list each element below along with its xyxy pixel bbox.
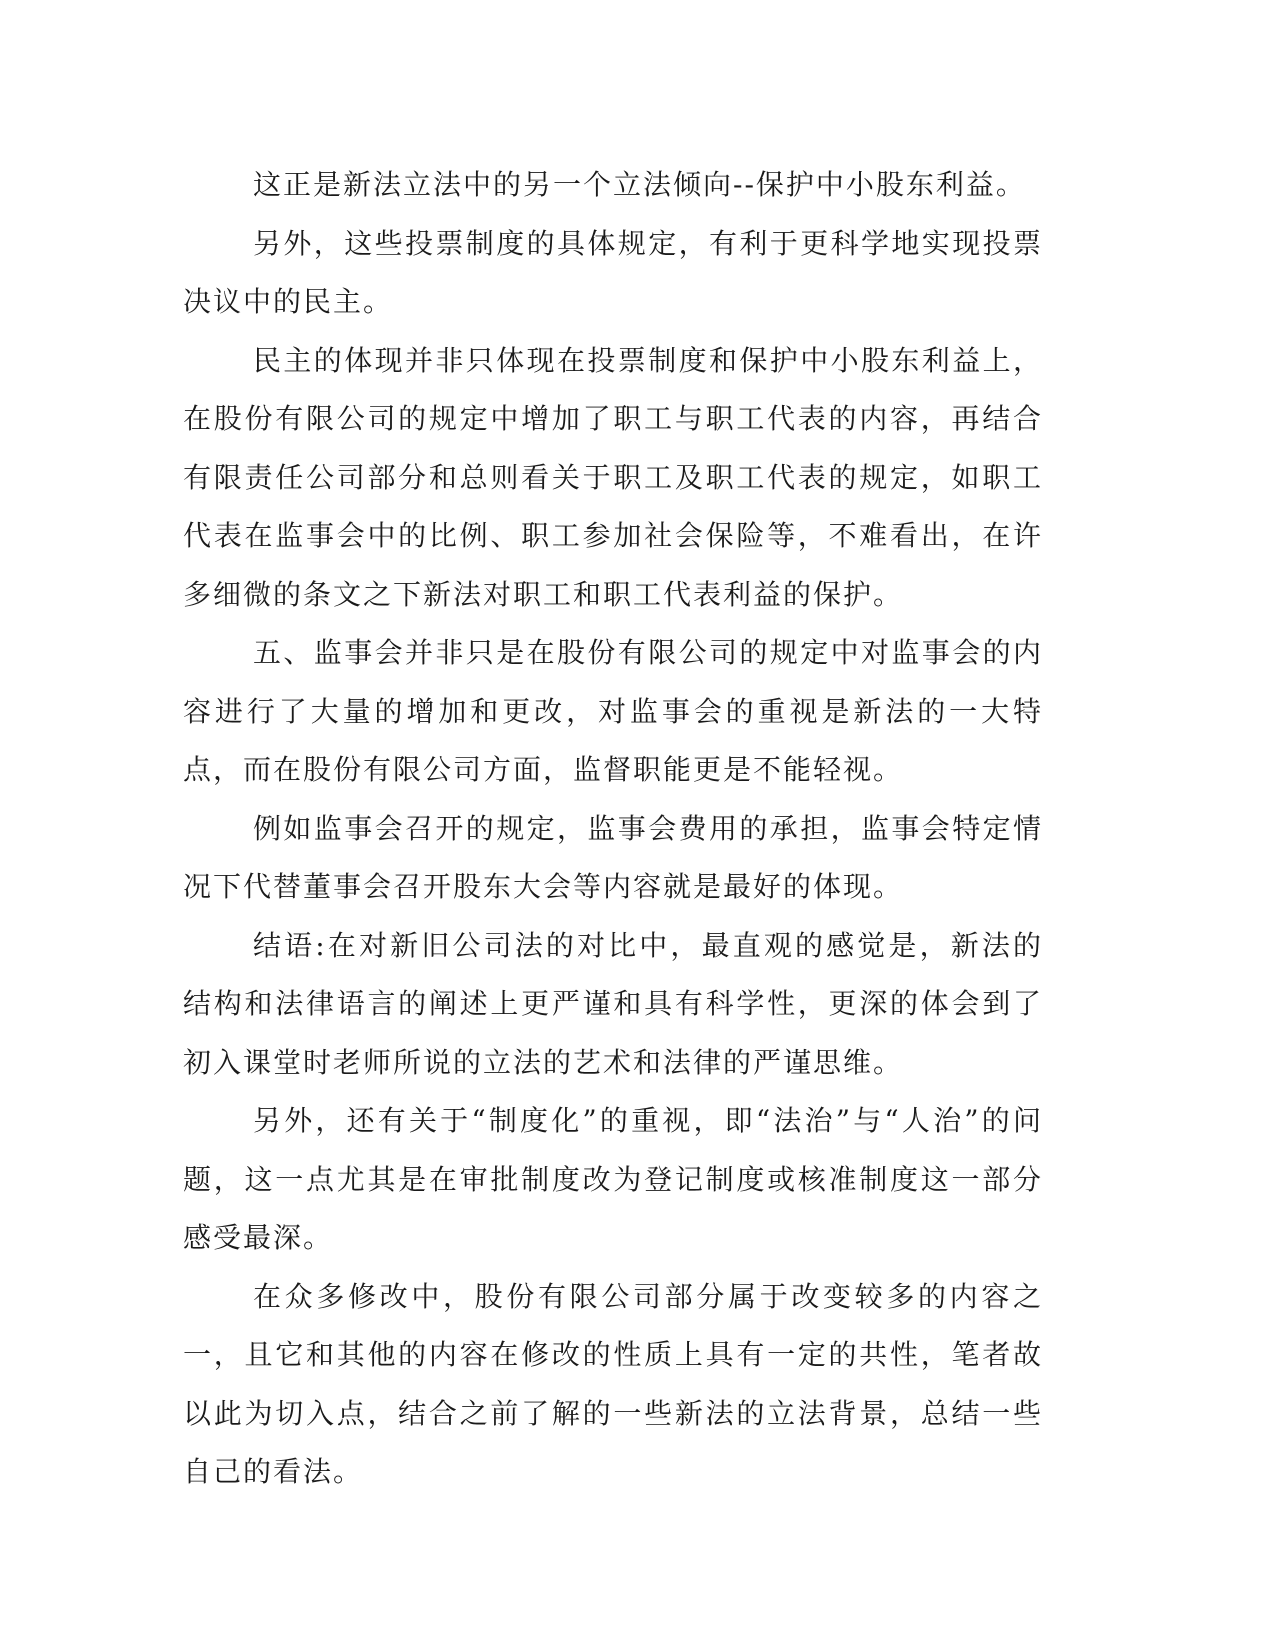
paragraph: 这正是新法立法中的另一个立法倾向--保护中小股东利益。 (253, 168, 1026, 201)
paragraph: 民主的体现并非只体现在投票制度和保护中小股东利益上，在股份有限公司的规定中增加了职工与职工代表的内容，再结合有限责任公司部分和总则看关于职工及职工代表的规定，如职工代表在监事会中的比例、职工参加社会保险等，不难看出，在许多细微的条文之下新法对职工和职工代表利益的保护。 (183, 343, 1043, 611)
paragraph: 结语:在对新旧公司法的对比中，最直观的感觉是，新法的结构和法律语言的阐述上更严谨和具有科学性，更深的体会到了初入课堂时老师所说的立法的艺术和法律的严谨思维。 (183, 928, 1043, 1079)
document-body (183, 156, 1043, 1502)
paragraph: 在众多修改中，股份有限公司部分属于改变较多的内容之一，且它和其他的内容在修改的性质上具有一定的共性，笔者故以此为切入点，结合之前了解的一些新法的立法背景，总结一些自己的看法。 (183, 1279, 1043, 1488)
paragraph: 另外，还有关于“制度化”的重视，即“法治”与“人治”的问题，这一点尤其是在审批制度改为登记制度或核准制度这一部分感受最深。 (183, 1104, 1043, 1254)
paragraph: 例如监事会召开的规定，监事会费用的承担，监事会特定情况下代替董事会召开股东大会等内容就是最好的体现。 (183, 811, 1043, 903)
paragraph: 另外，这些投票制度的具体规定，有利于更科学地实现投票决议中的民主。 (183, 226, 1043, 318)
paragraph: 五、监事会并非只是在股份有限公司的规定中对监事会的内容进行了大量的增加和更改，对监事会的重视是新法的一大特点，而在股份有限公司方面，监督职能更是不能轻视。 (183, 636, 1043, 786)
